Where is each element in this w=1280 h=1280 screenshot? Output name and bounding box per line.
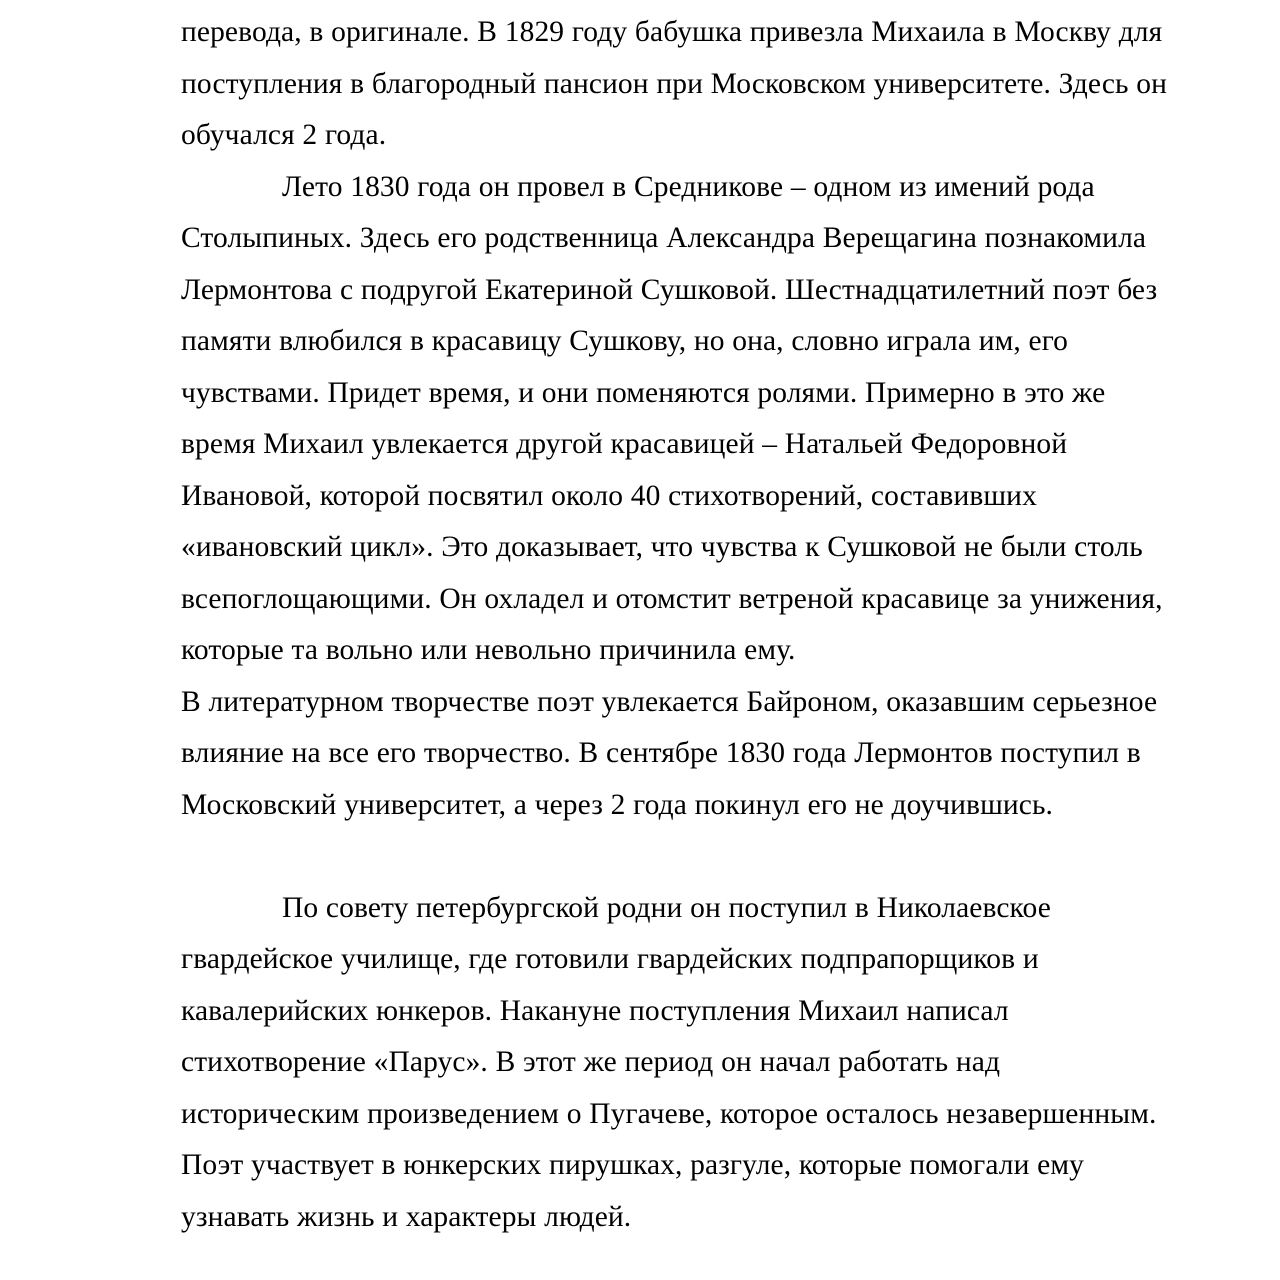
paragraph-break-blank-line — [181, 831, 1183, 883]
paragraph-4: По совету петербургской родни он поступил в Николаевское гвардейское училище, где готовили гвардейских подпрапорщиков и кавалерийских юнкеров. Накануне поступления Михаил написал стихотворение «Парус». В этот же период он начал работать над историческим произведением о Пугачеве, которое осталось незавершенным. Поэт участвует в юнкерских пирушках, разгуле, которые помогали ему узнавать жизнь и характеры людей. — [181, 891, 1157, 1233]
paragraph-3: В литературном творчестве поэт увлекается Байроном, оказавшим серьезное влияние на все его творчество. В сентябре 1830 года Лермонтов поступил в Московский университет, а через 2 года покинул его не доучившись. — [181, 685, 1158, 821]
document-text-body — [181, 0, 1183, 1243]
paragraph-1: перевода, в оригинале. В 1829 году бабушка привезла Михаила в Москву для поступления в благородный пансион при Московском университете. Здесь он обучался 2 года. — [181, 16, 1167, 151]
paragraph-2: Лето 1830 года он провел в Средникове – одном из имений рода Столыпиных. Здесь его родственница Александра Верещагина познакомила Лермонтова с подругой Екатериной Сушковой. Шестнадцатилетний поэт без памяти влюбился в красавицу Сушкову, но она, словно играла им, его чувствами. Придет время, и они поменяются ролями. Примерно в это же время Михаил увлекается другой красавицей – Натальей Федоровной Ивановой, которой посвятил около 40 стихотворений, составивших «ивановский цикл». Это доказывает, что чувства к Сушковой не были столь всепоглощающими. Он охладел и отомстит ветреной красавице за унижения, которые та вольно или невольно причинила ему. — [181, 170, 1163, 666]
